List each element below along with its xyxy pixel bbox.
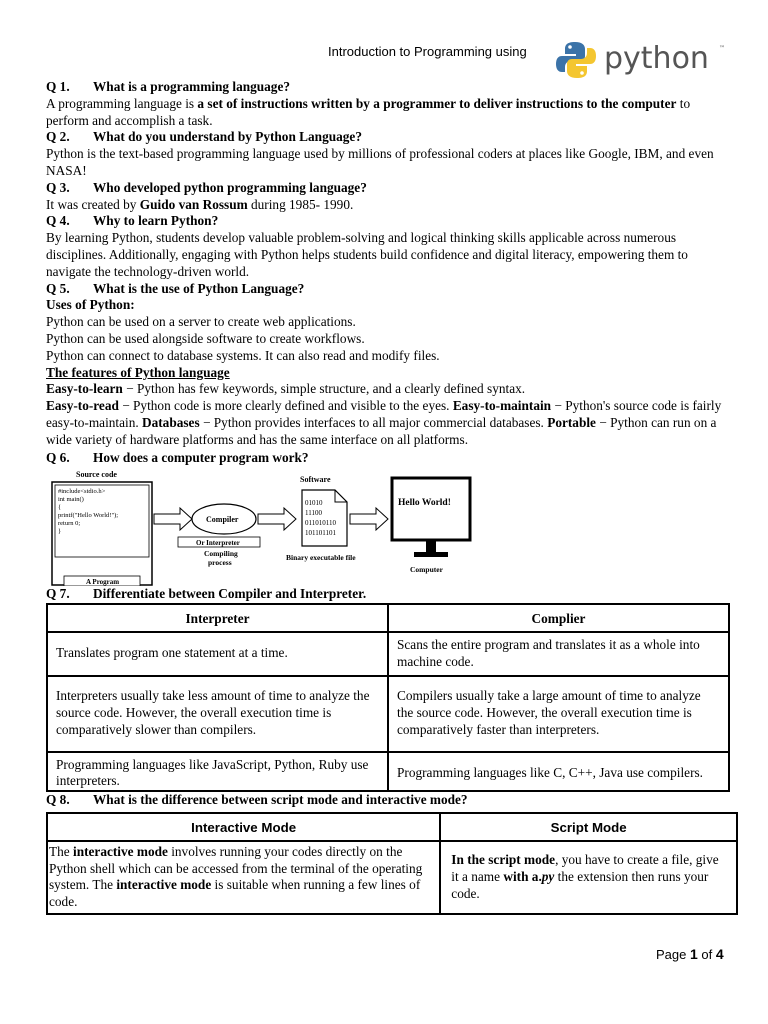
q8-heading: Q 8. What is the difference between script mode and interactive mode? <box>46 792 468 808</box>
q6-heading: Q 6. How does a computer program work? <box>46 449 309 465</box>
table-header-row <box>47 813 737 841</box>
q5-heading: Q 5. What is the use of Python Language? <box>46 280 305 296</box>
code-lines <box>58 488 118 535</box>
table-row <box>47 752 729 792</box>
features-paragraph: Easy-to-read − Python code is more clearly defined and visible to the eyes. Easy-to-maintain − Python's source code is fairly easy-to-maintain. Databases − Python provides interfaces to all major commercial databases. Portable − Python can run on a wide variety of hardware platforms and has the same interface on all platforms. <box>46 398 722 447</box>
features-heading: The features of Python language <box>46 364 230 380</box>
use-item: Python can be used alongside software to create workflows. <box>46 330 365 346</box>
use-item: Python can connect to database systems. It can also read and modify files. <box>46 347 440 363</box>
page-header <box>0 38 768 80</box>
table-header: Interpreter <box>47 604 388 632</box>
svg-text:01010: 01010 <box>305 499 323 508</box>
q2-heading: Q 2. What do you understand by Python Language? <box>46 129 362 145</box>
software-label: Software <box>300 475 331 485</box>
svg-text:printf("Hello World!");: printf("Hello World!"); <box>58 512 119 520</box>
svg-text:101101101: 101101101 <box>305 529 336 538</box>
table-cell: Programming languages like JavaScript, Python, Ruby use interpreters. <box>47 752 388 792</box>
feature-easy-to-learn: Easy-to-learn − Python has few keywords, simple structure, and a clearly defined syntax. <box>46 381 526 397</box>
svg-text:#include<stdio.h>: #include<stdio.h> <box>58 488 106 496</box>
hello-world-label: Hello World! <box>398 498 451 509</box>
table-row <box>47 632 729 676</box>
compiling-label: Compiling <box>204 549 238 559</box>
svg-text:return 0;: return 0; <box>58 520 81 528</box>
svg-text:011010110: 011010110 <box>305 519 336 528</box>
header-title: Introduction to Programming using <box>328 44 527 59</box>
computer-monitor-icon <box>392 478 470 540</box>
svg-text:11100: 11100 <box>305 509 322 518</box>
table-header: Script Mode <box>440 813 737 841</box>
q2-answer: Python is the text-based programming language used by millions of professional coders at places like Google, IBM, and even NASA! <box>46 146 714 178</box>
arrow-icon <box>154 508 192 530</box>
process-label: process <box>208 558 232 568</box>
compiler-interpreter-table <box>46 603 730 792</box>
interactive-mode-cell: The interactive mode involves running your codes directly on the Python shell which can be accessed from the terminal of the operating system. The interactive mode is suitable when running a few lines of code. <box>47 841 440 914</box>
binary-file-label: Binary executable file <box>286 553 356 563</box>
table-cell: Scans the entire program and translates it as a whole into machine code. <box>388 632 729 676</box>
table-cell: Translates program one statement at a time. <box>47 632 388 676</box>
python-logo-icon <box>556 40 726 80</box>
table-cell: Interpreters usually take less amount of time to analyze the source code. However, the overall execution time is comparatively slower than compilers. <box>47 676 388 752</box>
q3-answer: It was created by Guido van Rossum during 1985- 1990. <box>46 196 354 212</box>
svg-text:}: } <box>58 528 62 536</box>
q7-heading: Q 7. Differentiate between Compiler and Interpreter. <box>46 586 367 602</box>
arrow-icon <box>258 508 296 530</box>
compiler-label: Compiler <box>206 515 239 525</box>
source-code-label: Source code <box>76 470 117 480</box>
table-header: Interactive Mode <box>47 813 440 841</box>
arrow-icon <box>350 508 388 530</box>
table-cell: Compilers usually take a large amount of time to analyze the source code. However, the overall execution time is comparatively faster than interpreters. <box>388 676 729 752</box>
document-body <box>46 79 726 915</box>
q1-heading: Q 1. What is a programming language? <box>46 79 291 94</box>
q3-heading: Q 3. Who developed python programming language? <box>46 179 367 195</box>
script-mode-cell: In the script mode, you have to create a file, give it a name with a.py the extension then runs your code. <box>440 841 737 914</box>
table-row <box>47 676 729 752</box>
page-footer: Page 1 of 4 <box>656 946 724 962</box>
table-header-row <box>47 604 729 632</box>
python-logo-text: python <box>604 41 709 76</box>
svg-text:{: { <box>58 504 62 512</box>
q4-answer: By learning Python, students develop valuable problem-solving and logical thinking skills applicable across numerous disciplines. Additionally, engaging with Python helps students build confidence and digital literacy, empowering them to navigate the technology-driven world. <box>46 230 688 279</box>
uses-heading: Uses of Python: <box>46 297 135 313</box>
mode-comparison-table <box>46 812 738 915</box>
q4-heading: Q 4. Why to learn Python? <box>46 213 219 229</box>
svg-text:int main(): int main() <box>58 496 84 504</box>
svg-text:™: ™ <box>719 45 725 52</box>
table-row <box>47 841 737 914</box>
use-item: Python can be used on a server to create web applications. <box>46 314 356 330</box>
q1-answer: A programming language is a set of instructions written by a programmer to deliver instructions to the computer to perform and accomplish a task. <box>46 95 691 128</box>
table-header: Complier <box>388 604 729 632</box>
computer-label: Computer <box>410 565 443 575</box>
program-flow-diagram <box>50 468 490 586</box>
table-cell: Programming languages like C, C++, Java use compilers. <box>388 752 729 792</box>
a-program-label: A Program <box>86 578 120 587</box>
or-interpreter-label: Or Interpreter <box>196 539 240 548</box>
